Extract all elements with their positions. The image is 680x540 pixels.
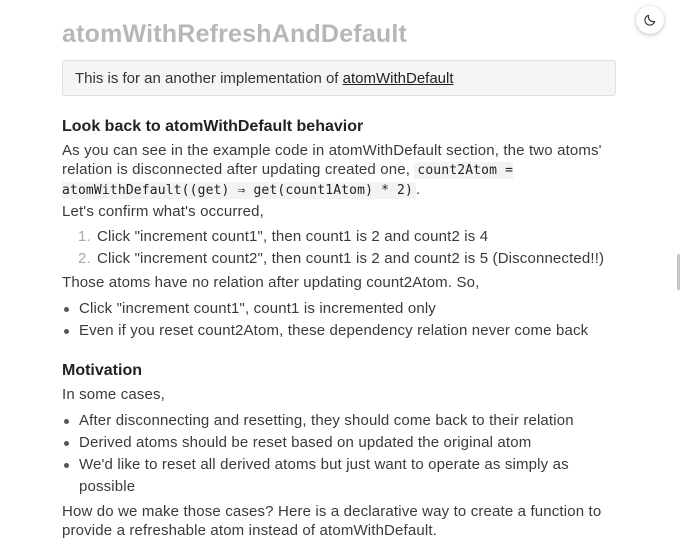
list-item-text: Click "increment count2", then count1 is 2 and count2 is 5 (Disconnected!!) bbox=[97, 250, 605, 267]
lookback-paragraph-end: . bbox=[415, 181, 421, 198]
moon-icon bbox=[643, 13, 657, 27]
motivation-list bbox=[62, 410, 622, 498]
confirm-text: Let's confirm what's occurred, bbox=[62, 203, 264, 220]
section-heading-motivation: Motivation bbox=[62, 362, 142, 379]
list-item: After disconnecting and resetting, they should come back to their relation bbox=[62, 410, 622, 432]
theme-toggle-button[interactable] bbox=[636, 6, 664, 34]
closing-paragraph: How do we make those cases? Here is a declarative way to create a function to provide a refreshable atom instead of atomWithDefault. bbox=[62, 503, 602, 539]
intro-callout bbox=[62, 60, 616, 96]
intro-text: This is for an another implementation of bbox=[75, 70, 343, 87]
motivation-intro: In some cases, bbox=[62, 386, 165, 403]
after-steps-text: Those atoms have no relation after updating count2Atom. So, bbox=[62, 274, 480, 291]
list-item bbox=[62, 248, 622, 270]
consequences-list bbox=[62, 298, 622, 342]
inline-code: count2Atom = atomWithDefault((get) ⇒ get(count1Atom) * 2) bbox=[62, 163, 514, 198]
list-item: Derived atoms should be reset based on updated the original atom bbox=[62, 432, 622, 454]
lookback-paragraph bbox=[62, 141, 622, 200]
page-title: atomWithRefreshAndDefault bbox=[62, 20, 408, 48]
section-heading-lookback: Look back to atomWithDefault behavior bbox=[62, 118, 364, 135]
list-item-text: Click "increment count1", then count1 is 2 and count2 is 4 bbox=[97, 228, 489, 245]
main-content bbox=[62, 116, 622, 540]
list-item bbox=[62, 226, 622, 248]
list-number: 1. bbox=[78, 228, 91, 245]
steps-list bbox=[62, 226, 622, 270]
list-item: We'd like to reset all derived atoms but just want to operate as simply as possible bbox=[62, 454, 622, 498]
list-item: Even if you reset count2Atom, these dependency relation never come back bbox=[62, 320, 622, 342]
atomwithdefault-link[interactable]: atomWithDefault bbox=[342, 70, 454, 87]
lookback-paragraph-text: As you can see in the example code in atomWithDefault section, the two atoms' relation is disconnected after updating created one, bbox=[62, 142, 602, 178]
list-number: 2. bbox=[78, 250, 91, 267]
list-item: Click "increment count1", count1 is incremented only bbox=[62, 298, 622, 320]
